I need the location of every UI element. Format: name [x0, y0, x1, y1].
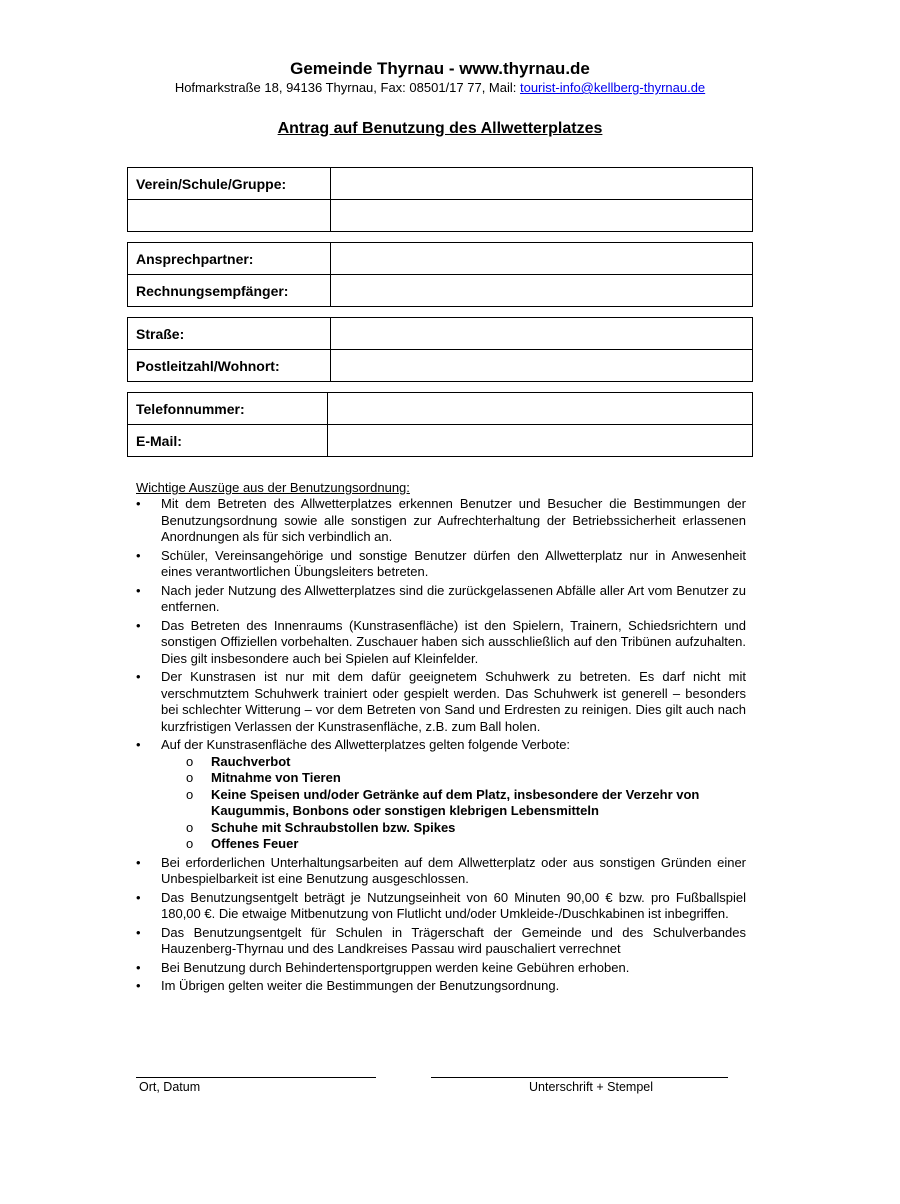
- signature-line[interactable]: [431, 1077, 728, 1078]
- prohibition-text: Schuhe mit Schraubstollen bzw. Spikes: [211, 819, 456, 835]
- prohibition-text: Keine Speisen und/oder Getränke auf dem Platz, insbesondere der Verzehr von Kaugummis, Bonbons oder sonstigen klebrigen Lebensmitteln: [211, 786, 700, 818]
- list-item: [161, 770, 746, 787]
- prohibitions-list: [161, 754, 746, 853]
- rule-text: Das Betreten des Innenraums (Kunstrasenfläche) ist den Spielern, Trainern, Schiedsrichtern und sonstigen Offiziellen vorbehalten. Zuschauer haben sich ausschließlich auf den Tribünen aufzuhalten. Dies gilt insbesondere auch bei Spielen auf Kleinfelder.: [161, 617, 746, 666]
- table-row: [128, 318, 753, 350]
- list-item: [136, 855, 746, 888]
- rule-text: Nach jeder Nutzung des Allwetterplatzes sind die zurückgelassenen Abfälle aller Art vom Benutzer zu entfernen.: [161, 582, 746, 614]
- excerpt-title: Wichtige Auszüge aus der Benutzungsordnung:: [136, 480, 410, 495]
- table-row: [128, 200, 753, 232]
- list-item: [136, 737, 746, 853]
- circle-bullet-icon: o: [186, 786, 194, 802]
- list-item: [136, 583, 746, 616]
- form-title: Antrag auf Benutzung des Allwetterplatzes: [277, 120, 603, 137]
- circle-bullet-icon: o: [186, 753, 194, 769]
- bullet-icon: •: [136, 496, 141, 511]
- circle-bullet-icon: o: [186, 836, 194, 851]
- rule-text: Das Benutzungsentgelt beträgt je Nutzungseinheit von 60 Minuten 90,00 € bzw. pro Fußballspiel 180,00 €. Die etwaige Mitbenutzung von Flutlicht und/oder Umkleide-/Duschkabinen ist inbegriffen.: [161, 889, 746, 921]
- rule-text: Mit dem Betreten des Allwetterplatzes erkennen Benutzer und Besucher die Bestimmungen der Benutzungsordnung sowie alle sonstigen zur Aufrechterhaltung der Betriebssicherheit erlassenen Anordnungen als für sich verbindlich an.: [161, 496, 746, 544]
- rule-text: Bei erforderlichen Unterhaltungsarbeiten auf dem Allwetterplatz oder aus sonstigen Gründen einer Unbespielbarkeit ist eine Benutzung ausgeschlossen.: [161, 854, 746, 886]
- organization-table: [127, 167, 753, 232]
- list-item: [136, 548, 746, 581]
- prohibition-text: Mitnahme von Tieren: [211, 770, 341, 785]
- plz-wohnort-label: Postleitzahl/Wohnort:: [128, 350, 331, 382]
- email-label: E-Mail:: [128, 425, 328, 457]
- phone-email-table: [127, 392, 753, 457]
- prohibition-text: Offenes Feuer: [211, 836, 299, 851]
- list-item: [136, 978, 746, 995]
- place-date-line[interactable]: [136, 1077, 376, 1078]
- list-item: [136, 669, 746, 735]
- bullet-icon: •: [136, 978, 141, 993]
- verein-extra-input[interactable]: [128, 200, 331, 232]
- circle-bullet-icon: o: [186, 819, 194, 835]
- list-item: [136, 496, 746, 546]
- bullet-icon: •: [136, 889, 141, 905]
- place-date-label: Ort, Datum: [139, 1080, 201, 1094]
- municipality-title: Gemeinde Thyrnau - www.thyrnau.de: [290, 59, 590, 78]
- rule-text: Bei Benutzung durch Behindertensportgruppen werden keine Gebühren erhoben.: [161, 959, 630, 975]
- ansprechpartner-label: Ansprechpartner:: [128, 243, 331, 275]
- bullet-icon: •: [136, 737, 141, 752]
- list-item: [161, 754, 746, 771]
- list-item: [161, 820, 746, 837]
- telefon-label: Telefonnummer:: [128, 393, 328, 425]
- table-row: [128, 393, 753, 425]
- rule-text: Auf der Kunstrasenfläche des Allwetterplatzes gelten folgende Verbote:: [161, 737, 571, 752]
- rechnungsempfaenger-label: Rechnungsempfänger:: [128, 275, 331, 307]
- list-item: [136, 925, 746, 958]
- table-row: [128, 168, 753, 200]
- table-row: [128, 425, 753, 457]
- ansprechpartner-input[interactable]: [331, 243, 753, 275]
- email-input[interactable]: [328, 425, 753, 457]
- strasse-input[interactable]: [331, 318, 753, 350]
- bullet-icon: •: [136, 669, 141, 684]
- rules-list: [136, 496, 746, 997]
- bullet-icon: •: [136, 854, 141, 870]
- rule-text: Im Übrigen gelten weiter die Bestimmungen der Benutzungsordnung.: [161, 978, 560, 993]
- circle-bullet-icon: o: [186, 770, 194, 785]
- list-item: [136, 960, 746, 977]
- bullet-icon: •: [136, 959, 141, 975]
- strasse-label: Straße:: [128, 318, 331, 350]
- table-row: [128, 275, 753, 307]
- verein-label: Verein/Schule/Gruppe:: [128, 168, 331, 200]
- rule-text: Schüler, Vereinsangehörige und sonstige Benutzer dürfen den Allwetterplatz nur in Anwesenheit eines verantwortlichen Übungsleiters betreten.: [161, 547, 746, 579]
- telefon-input[interactable]: [328, 393, 753, 425]
- address-text: Hofmarkstraße 18, 94136 Thyrnau, Fax: 08501/17 77, Mail:: [174, 80, 520, 95]
- verein-input[interactable]: [331, 168, 753, 200]
- plz-wohnort-input[interactable]: [331, 350, 753, 382]
- list-item: [136, 618, 746, 668]
- prohibition-text: Rauchverbot: [211, 753, 291, 769]
- rule-text: Der Kunstrasen ist nur mit dem dafür geeignetem Schuhwerk zu betreten. Es darf nicht mit verschmutztem Schuhwerk trainiert oder gespielt werden. Das Schuhwerk ist generell – besonders bei schlechter Witterung – vor dem Betreten von Sand und Erdresten zu reinigen. Dies gilt auch nach kurzfristigen Verlassen der Kunstrasenfläche, z.B. zum Ball holen.: [161, 669, 746, 734]
- contact-table: [127, 242, 753, 307]
- bullet-icon: •: [136, 547, 141, 563]
- list-item: [161, 787, 746, 820]
- bullet-icon: •: [136, 617, 141, 633]
- verein-extra-input-2[interactable]: [331, 200, 753, 232]
- email-link[interactable]: tourist-info@kellberg-thyrnau.de: [519, 80, 706, 95]
- bullet-icon: •: [136, 924, 141, 940]
- rule-text: Das Benutzungsentgelt für Schulen in Trägerschaft der Gemeinde und des Schulverbandes Hauzenberg-Thyrnau und des Landkreises Passau wird pauschaliert verrechnet: [161, 924, 746, 956]
- rechnungsempfaenger-input[interactable]: [331, 275, 753, 307]
- municipality-address: [0, 80, 880, 95]
- list-item: [161, 836, 746, 853]
- table-row: [128, 350, 753, 382]
- table-row: [128, 243, 753, 275]
- bullet-icon: •: [136, 582, 141, 598]
- signature-stamp-label: Unterschrift + Stempel: [529, 1080, 654, 1094]
- list-item: [136, 890, 746, 923]
- address-table: [127, 317, 753, 382]
